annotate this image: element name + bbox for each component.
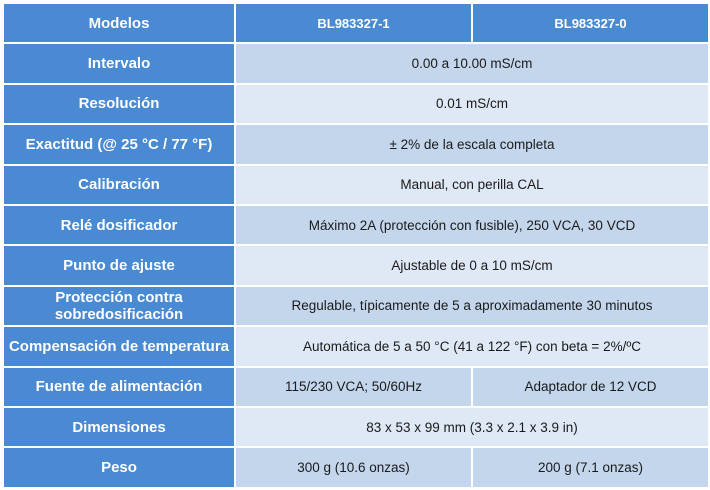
table-row-calibration <box>3 165 709 205</box>
row-value: Máximo 2A (protección con fusible), 250 VCA, 30 VCD <box>235 205 709 245</box>
table-row-overdose-protection <box>3 286 709 326</box>
row-label: Punto de ajuste <box>3 245 235 285</box>
row-value-model-2: Adaptador de 12 VCD <box>472 367 709 407</box>
row-value: Manual, con perilla CAL <box>235 165 709 205</box>
row-value: ± 2% de la escala completa <box>235 124 709 164</box>
row-label: Relé dosificador <box>3 205 235 245</box>
row-label: Compensación de temperatura <box>3 326 235 366</box>
row-value: 83 x 53 x 99 mm (3.3 x 2.1 x 3.9 in) <box>235 407 709 447</box>
row-label: Resolución <box>3 84 235 124</box>
header-models-label: Modelos <box>3 3 235 43</box>
table-row-resolution <box>3 84 709 124</box>
table-row-temperature-compensation <box>3 326 709 366</box>
table-header-row <box>3 3 709 43</box>
row-value: Regulable, típicamente de 5 a aproximadamente 30 minutos <box>235 286 709 326</box>
row-label: Calibración <box>3 165 235 205</box>
table-row-dosing-relay <box>3 205 709 245</box>
row-value: Automática de 5 a 50 °C (41 a 122 °F) con beta = 2%/ºC <box>235 326 709 366</box>
row-value-model-1: 115/230 VCA; 50/60Hz <box>235 367 472 407</box>
row-label: Fuente de alimentación <box>3 367 235 407</box>
row-value: Ajustable de 0 a 10 mS/cm <box>235 245 709 285</box>
row-label: Intervalo <box>3 43 235 83</box>
row-value-model-1: 300 g (10.6 onzas) <box>235 447 472 487</box>
header-model-2: BL983327-0 <box>472 3 709 43</box>
specifications-table <box>2 2 710 489</box>
row-value: 0.00 a 10.00 mS/cm <box>235 43 709 83</box>
table-row-setpoint <box>3 245 709 285</box>
row-label: Dimensiones <box>3 407 235 447</box>
table-row-accuracy <box>3 124 709 164</box>
row-label: Protección contra sobredosificación <box>3 286 235 326</box>
row-value-model-2: 200 g (7.1 onzas) <box>472 447 709 487</box>
table-row-weight <box>3 447 709 487</box>
row-value: 0.01 mS/cm <box>235 84 709 124</box>
header-model-1: BL983327-1 <box>235 3 472 43</box>
row-label: Peso <box>3 447 235 487</box>
row-label: Exactitud (@ 25 °C / 77 °F) <box>3 124 235 164</box>
table-row-dimensions <box>3 407 709 447</box>
table-row-interval <box>3 43 709 83</box>
table-row-power-supply <box>3 367 709 407</box>
